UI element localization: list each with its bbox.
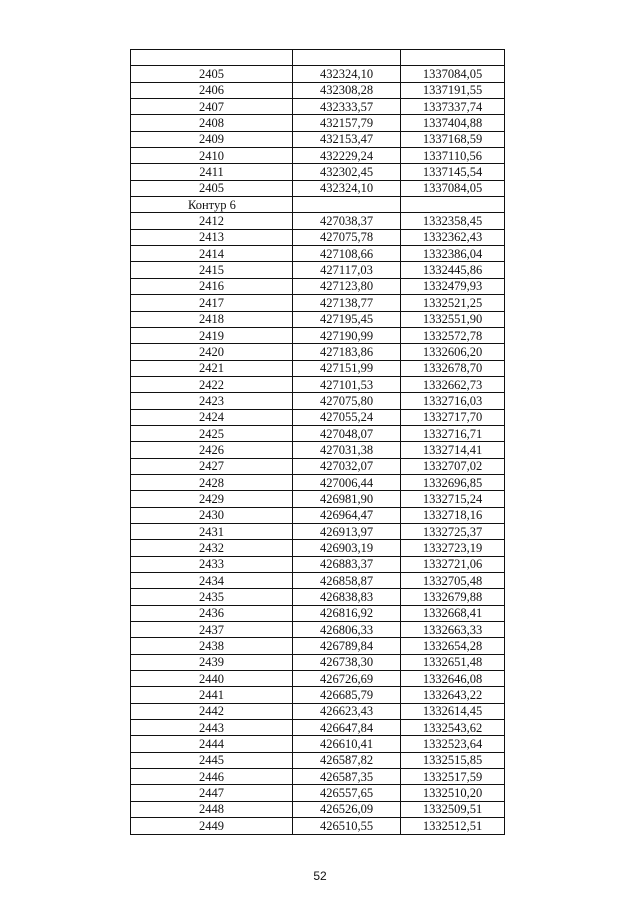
point-number-cell: 2425 bbox=[131, 425, 293, 441]
x-coordinate-cell bbox=[293, 197, 401, 213]
table-row bbox=[131, 556, 505, 572]
y-coordinate-cell: 1332725,37 bbox=[401, 523, 505, 539]
x-coordinate-cell: 426685,79 bbox=[293, 687, 401, 703]
point-number-cell: 2408 bbox=[131, 115, 293, 131]
x-coordinate-cell: 426883,37 bbox=[293, 556, 401, 572]
y-coordinate-cell: 1332721,06 bbox=[401, 556, 505, 572]
y-coordinate-cell: 1332662,73 bbox=[401, 376, 505, 392]
table-row bbox=[131, 752, 505, 768]
y-coordinate-cell: 1332445,86 bbox=[401, 262, 505, 278]
point-number-cell: 2444 bbox=[131, 736, 293, 752]
table-row bbox=[131, 671, 505, 687]
table-row bbox=[131, 785, 505, 801]
point-number-cell: 2435 bbox=[131, 589, 293, 605]
table-row bbox=[131, 540, 505, 556]
point-number-cell: 2406 bbox=[131, 82, 293, 98]
table-row bbox=[131, 344, 505, 360]
y-coordinate-cell: 1332643,22 bbox=[401, 687, 505, 703]
y-coordinate-cell: 1332515,85 bbox=[401, 752, 505, 768]
point-number-cell: 2440 bbox=[131, 671, 293, 687]
point-number-cell: 2449 bbox=[131, 818, 293, 834]
y-coordinate-cell: 1332521,25 bbox=[401, 295, 505, 311]
x-coordinate-cell: 426789,84 bbox=[293, 638, 401, 654]
y-coordinate-cell bbox=[401, 50, 505, 66]
table-row bbox=[131, 589, 505, 605]
x-coordinate-cell: 427055,24 bbox=[293, 409, 401, 425]
y-coordinate-cell: 1332523,64 bbox=[401, 736, 505, 752]
y-coordinate-cell: 1337084,05 bbox=[401, 66, 505, 82]
point-number-cell: 2443 bbox=[131, 720, 293, 736]
x-coordinate-cell: 427151,99 bbox=[293, 360, 401, 376]
x-coordinate-cell: 432324,10 bbox=[293, 180, 401, 196]
point-number-cell: 2436 bbox=[131, 605, 293, 621]
x-coordinate-cell: 426964,47 bbox=[293, 507, 401, 523]
table-row bbox=[131, 769, 505, 785]
x-coordinate-cell: 426981,90 bbox=[293, 491, 401, 507]
x-coordinate-cell: 427190,99 bbox=[293, 327, 401, 343]
table-row bbox=[131, 327, 505, 343]
y-coordinate-cell bbox=[401, 197, 505, 213]
y-coordinate-cell: 1332707,02 bbox=[401, 458, 505, 474]
table-row bbox=[131, 360, 505, 376]
y-coordinate-cell: 1332614,45 bbox=[401, 703, 505, 719]
x-coordinate-cell: 432308,28 bbox=[293, 82, 401, 98]
y-coordinate-cell: 1332696,85 bbox=[401, 474, 505, 490]
page-number: 52 bbox=[313, 869, 327, 883]
y-coordinate-cell: 1332386,04 bbox=[401, 246, 505, 262]
point-number-cell: 2430 bbox=[131, 507, 293, 523]
point-number-cell: 2409 bbox=[131, 131, 293, 147]
point-number-cell: 2421 bbox=[131, 360, 293, 376]
y-coordinate-cell: 1332646,08 bbox=[401, 671, 505, 687]
table-row bbox=[131, 278, 505, 294]
point-number-cell: 2405 bbox=[131, 66, 293, 82]
point-number-cell: 2446 bbox=[131, 769, 293, 785]
y-coordinate-cell: 1332678,70 bbox=[401, 360, 505, 376]
point-number-cell: 2439 bbox=[131, 654, 293, 670]
x-coordinate-cell: 426913,97 bbox=[293, 523, 401, 539]
point-number-cell bbox=[131, 50, 293, 66]
point-number-cell: 2448 bbox=[131, 801, 293, 817]
table-row bbox=[131, 229, 505, 245]
point-number-cell: 2427 bbox=[131, 458, 293, 474]
x-coordinate-cell: 426587,82 bbox=[293, 752, 401, 768]
x-coordinate-cell: 426738,30 bbox=[293, 654, 401, 670]
y-coordinate-cell: 1332714,41 bbox=[401, 442, 505, 458]
table-row bbox=[131, 573, 505, 589]
x-coordinate-cell: 426858,87 bbox=[293, 573, 401, 589]
point-number-cell: 2441 bbox=[131, 687, 293, 703]
y-coordinate-cell: 1337404,88 bbox=[401, 115, 505, 131]
point-number-cell: 2432 bbox=[131, 540, 293, 556]
x-coordinate-cell: 432333,57 bbox=[293, 99, 401, 115]
x-coordinate-cell: 432229,24 bbox=[293, 148, 401, 164]
x-coordinate-cell: 426526,09 bbox=[293, 801, 401, 817]
point-number-cell: 2405 bbox=[131, 180, 293, 196]
x-coordinate-cell: 427108,66 bbox=[293, 246, 401, 262]
x-coordinate-cell: 426647,84 bbox=[293, 720, 401, 736]
y-coordinate-cell: 1337168,59 bbox=[401, 131, 505, 147]
x-coordinate-cell: 426587,35 bbox=[293, 769, 401, 785]
y-coordinate-cell: 1332479,93 bbox=[401, 278, 505, 294]
y-coordinate-cell: 1337084,05 bbox=[401, 180, 505, 196]
x-coordinate-cell: 427032,07 bbox=[293, 458, 401, 474]
y-coordinate-cell: 1337191,55 bbox=[401, 82, 505, 98]
x-coordinate-cell: 432153,47 bbox=[293, 131, 401, 147]
x-coordinate-cell: 427031,38 bbox=[293, 442, 401, 458]
y-coordinate-cell: 1332572,78 bbox=[401, 327, 505, 343]
y-coordinate-cell: 1332606,20 bbox=[401, 344, 505, 360]
x-coordinate-cell: 426838,83 bbox=[293, 589, 401, 605]
point-number-cell: 2447 bbox=[131, 785, 293, 801]
x-coordinate-cell: 432324,10 bbox=[293, 66, 401, 82]
point-number-cell: 2414 bbox=[131, 246, 293, 262]
y-coordinate-cell: 1332512,51 bbox=[401, 818, 505, 834]
table-row bbox=[131, 393, 505, 409]
y-coordinate-cell: 1332668,41 bbox=[401, 605, 505, 621]
point-number-cell: 2445 bbox=[131, 752, 293, 768]
x-coordinate-cell: 427195,45 bbox=[293, 311, 401, 327]
point-number-cell: 2415 bbox=[131, 262, 293, 278]
point-number-cell: 2426 bbox=[131, 442, 293, 458]
table-row bbox=[131, 180, 505, 196]
point-number-cell: 2428 bbox=[131, 474, 293, 490]
x-coordinate-cell: 427075,80 bbox=[293, 393, 401, 409]
table-row bbox=[131, 736, 505, 752]
x-coordinate-cell: 427138,77 bbox=[293, 295, 401, 311]
point-number-cell: 2417 bbox=[131, 295, 293, 311]
table-row bbox=[131, 720, 505, 736]
table-row bbox=[131, 703, 505, 719]
point-number-cell: Контур 6 bbox=[131, 197, 293, 213]
y-coordinate-cell: 1332716,71 bbox=[401, 425, 505, 441]
table-row bbox=[131, 409, 505, 425]
point-number-cell: 2422 bbox=[131, 376, 293, 392]
point-number-cell: 2416 bbox=[131, 278, 293, 294]
table-row bbox=[131, 311, 505, 327]
point-number-cell: 2424 bbox=[131, 409, 293, 425]
table-row bbox=[131, 66, 505, 82]
x-coordinate-cell: 427117,03 bbox=[293, 262, 401, 278]
y-coordinate-cell: 1332679,88 bbox=[401, 589, 505, 605]
y-coordinate-cell: 1332362,43 bbox=[401, 229, 505, 245]
y-coordinate-cell: 1337145,54 bbox=[401, 164, 505, 180]
x-coordinate-cell: 432157,79 bbox=[293, 115, 401, 131]
table-row bbox=[131, 654, 505, 670]
point-number-cell: 2418 bbox=[131, 311, 293, 327]
x-coordinate-cell: 426816,92 bbox=[293, 605, 401, 621]
table-row bbox=[131, 687, 505, 703]
point-number-cell: 2407 bbox=[131, 99, 293, 115]
x-coordinate-cell: 432302,45 bbox=[293, 164, 401, 180]
y-coordinate-cell: 1332663,33 bbox=[401, 622, 505, 638]
y-coordinate-cell: 1332705,48 bbox=[401, 573, 505, 589]
y-coordinate-cell: 1332654,28 bbox=[401, 638, 505, 654]
y-coordinate-cell: 1337110,56 bbox=[401, 148, 505, 164]
table-row bbox=[131, 801, 505, 817]
table-row bbox=[131, 213, 505, 229]
table-row bbox=[131, 474, 505, 490]
y-coordinate-cell: 1337337,74 bbox=[401, 99, 505, 115]
table-row bbox=[131, 115, 505, 131]
x-coordinate-cell: 427075,78 bbox=[293, 229, 401, 245]
y-coordinate-cell: 1332551,90 bbox=[401, 311, 505, 327]
table-row bbox=[131, 818, 505, 834]
point-number-cell: 2410 bbox=[131, 148, 293, 164]
table-row bbox=[131, 246, 505, 262]
x-coordinate-cell: 427183,86 bbox=[293, 344, 401, 360]
point-number-cell: 2438 bbox=[131, 638, 293, 654]
table-row bbox=[131, 425, 505, 441]
y-coordinate-cell: 1332651,48 bbox=[401, 654, 505, 670]
x-coordinate-cell: 426806,33 bbox=[293, 622, 401, 638]
point-number-cell: 2442 bbox=[131, 703, 293, 719]
point-number-cell: 2412 bbox=[131, 213, 293, 229]
table-row bbox=[131, 491, 505, 507]
table-row bbox=[131, 376, 505, 392]
coordinates-table-body bbox=[131, 50, 505, 835]
table-row bbox=[131, 458, 505, 474]
table-row bbox=[131, 622, 505, 638]
y-coordinate-cell: 1332717,70 bbox=[401, 409, 505, 425]
y-coordinate-cell: 1332517,59 bbox=[401, 769, 505, 785]
x-coordinate-cell bbox=[293, 50, 401, 66]
table-row bbox=[131, 638, 505, 654]
point-number-cell: 2433 bbox=[131, 556, 293, 572]
x-coordinate-cell: 426610,41 bbox=[293, 736, 401, 752]
point-number-cell: 2411 bbox=[131, 164, 293, 180]
table-row bbox=[131, 99, 505, 115]
table-row bbox=[131, 507, 505, 523]
table-row bbox=[131, 164, 505, 180]
table-row bbox=[131, 442, 505, 458]
y-coordinate-cell: 1332718,16 bbox=[401, 507, 505, 523]
table-row bbox=[131, 148, 505, 164]
table-row bbox=[131, 131, 505, 147]
contour-label-row bbox=[131, 197, 505, 213]
table-row bbox=[131, 82, 505, 98]
point-number-cell: 2420 bbox=[131, 344, 293, 360]
y-coordinate-cell: 1332723,19 bbox=[401, 540, 505, 556]
x-coordinate-cell: 426726,69 bbox=[293, 671, 401, 687]
table-header-row bbox=[131, 50, 505, 66]
y-coordinate-cell: 1332716,03 bbox=[401, 393, 505, 409]
y-coordinate-cell: 1332543,62 bbox=[401, 720, 505, 736]
point-number-cell: 2429 bbox=[131, 491, 293, 507]
table-row bbox=[131, 295, 505, 311]
coordinates-table bbox=[130, 49, 505, 835]
point-number-cell: 2437 bbox=[131, 622, 293, 638]
table-row bbox=[131, 523, 505, 539]
x-coordinate-cell: 427048,07 bbox=[293, 425, 401, 441]
y-coordinate-cell: 1332509,51 bbox=[401, 801, 505, 817]
point-number-cell: 2419 bbox=[131, 327, 293, 343]
table-row bbox=[131, 605, 505, 621]
point-number-cell: 2423 bbox=[131, 393, 293, 409]
x-coordinate-cell: 427038,37 bbox=[293, 213, 401, 229]
x-coordinate-cell: 427101,53 bbox=[293, 376, 401, 392]
point-number-cell: 2413 bbox=[131, 229, 293, 245]
y-coordinate-cell: 1332358,45 bbox=[401, 213, 505, 229]
x-coordinate-cell: 427006,44 bbox=[293, 474, 401, 490]
x-coordinate-cell: 426557,65 bbox=[293, 785, 401, 801]
x-coordinate-cell: 426623,43 bbox=[293, 703, 401, 719]
point-number-cell: 2434 bbox=[131, 573, 293, 589]
x-coordinate-cell: 426510,55 bbox=[293, 818, 401, 834]
y-coordinate-cell: 1332510,20 bbox=[401, 785, 505, 801]
x-coordinate-cell: 426903,19 bbox=[293, 540, 401, 556]
x-coordinate-cell: 427123,80 bbox=[293, 278, 401, 294]
y-coordinate-cell: 1332715,24 bbox=[401, 491, 505, 507]
point-number-cell: 2431 bbox=[131, 523, 293, 539]
table-row bbox=[131, 262, 505, 278]
